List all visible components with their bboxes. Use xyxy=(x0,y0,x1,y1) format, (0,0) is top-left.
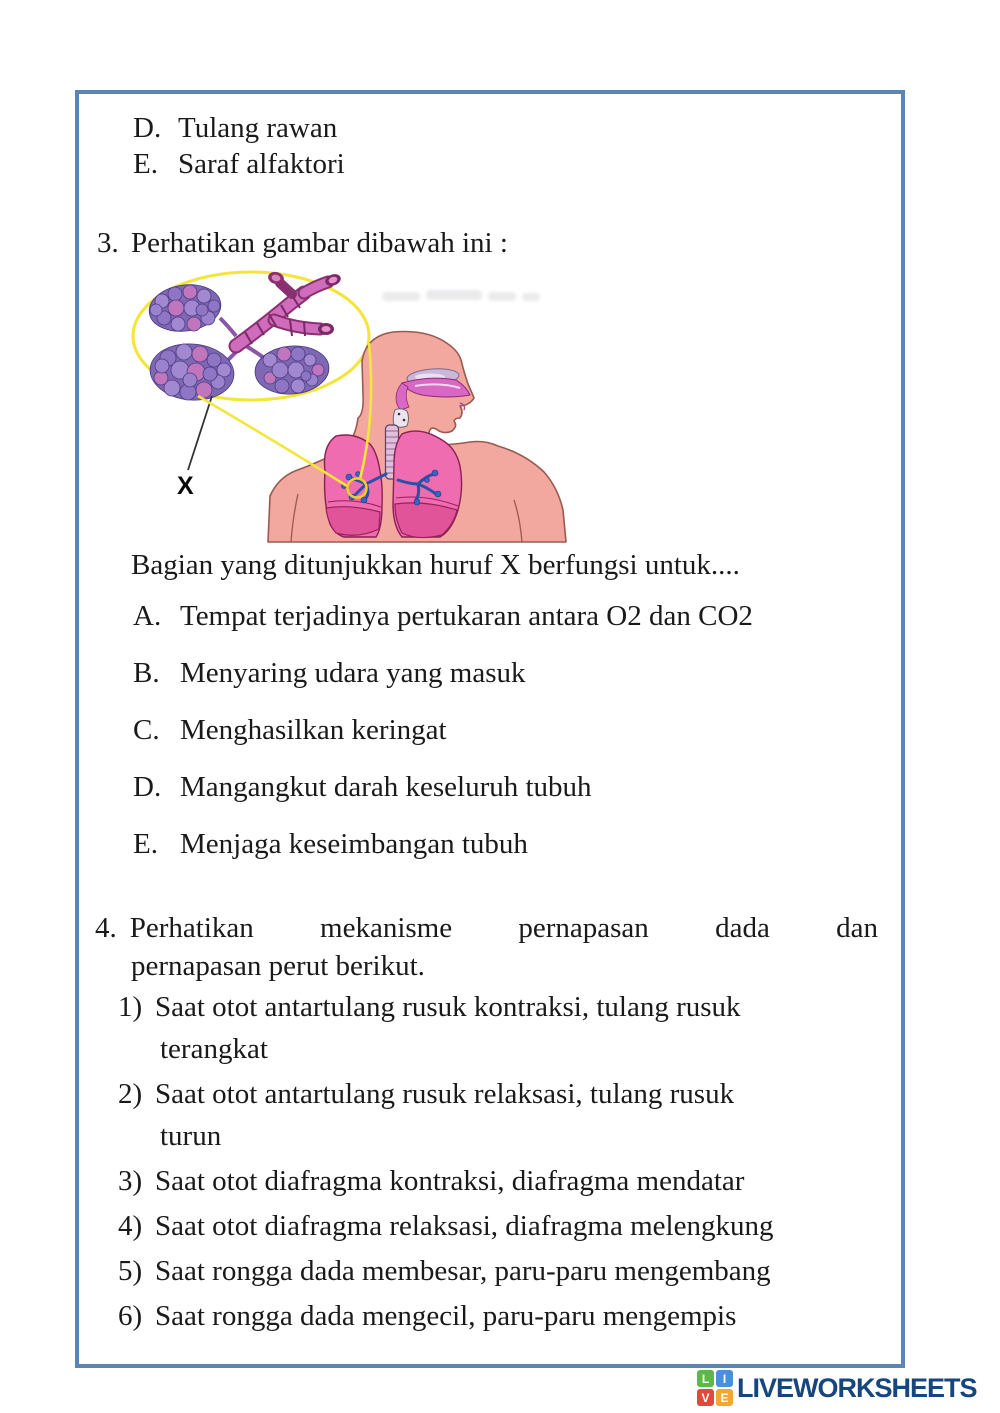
option-label: E. xyxy=(133,148,158,180)
statement-label: 3) xyxy=(118,1165,143,1197)
option-text: Tempat terjadinya pertukaran antara O2 dan CO2 xyxy=(180,600,753,632)
liveworksheets-logo[interactable] xyxy=(697,1370,977,1406)
option-row xyxy=(133,110,345,146)
statement-label: 2) xyxy=(118,1078,143,1110)
option-text: Menjaga keseimbangan tubuh xyxy=(180,828,528,860)
logo-square-l: L xyxy=(697,1370,714,1387)
question4-statements xyxy=(118,986,888,1340)
q4-prompt-word: dan xyxy=(836,912,878,944)
q4-prompt-word: pernapasan xyxy=(518,912,649,944)
statement-label: 1) xyxy=(118,991,143,1023)
statement-text: Saat otot diafragma relaksasi, diafragma melengkung xyxy=(155,1210,774,1242)
option-row xyxy=(133,773,753,802)
statement-text-wrap: terangkat xyxy=(160,1033,268,1065)
option-label: A. xyxy=(133,600,162,632)
question-number: 3. xyxy=(97,227,119,259)
statement-text: Saat rongga dada membesar, paru-paru mengembang xyxy=(155,1255,771,1287)
statement-row xyxy=(118,1160,888,1202)
logo-square-v: V xyxy=(697,1389,714,1406)
option-label: E. xyxy=(133,828,158,860)
statement-label: 5) xyxy=(118,1255,143,1287)
question3-heading xyxy=(97,228,508,258)
watermark xyxy=(382,290,540,301)
x-callout xyxy=(177,396,212,500)
question4-heading xyxy=(95,914,878,981)
question-prompt: Perhatikan gambar dibawah ini : xyxy=(131,227,508,259)
question4-prompt-line1 xyxy=(95,914,878,943)
statement-row xyxy=(118,1295,888,1337)
logo-square-e: E xyxy=(716,1389,733,1406)
option-text: Menyaring udara yang masuk xyxy=(180,657,526,689)
q4-prompt-word: dada xyxy=(715,912,770,944)
option-label: D. xyxy=(133,112,162,144)
statement-row xyxy=(118,1205,888,1247)
question3-options xyxy=(133,602,753,887)
statement-text-wrap: turun xyxy=(160,1120,222,1152)
option-row xyxy=(133,830,753,859)
liveworksheets-wordmark: LIVEWORKSHEETS xyxy=(737,1372,977,1403)
option-text: Menghasilkan keringat xyxy=(180,714,447,746)
statement-row xyxy=(118,1073,888,1157)
option-row xyxy=(133,716,753,745)
q4-prompt-word: mekanisme xyxy=(320,912,453,944)
statement-text: Saat otot antartulang rusuk relaksasi, tulang rusuk xyxy=(155,1078,735,1110)
q4-prompt-word: Perhatikan xyxy=(129,912,254,944)
question4-prompt-line2: pernapasan perut berikut. xyxy=(131,950,425,982)
statement-text: Saat otot antartulang rusuk kontraksi, tulang rusuk xyxy=(155,991,741,1023)
statement-label: 4) xyxy=(118,1210,143,1242)
option-row xyxy=(133,602,753,631)
statement-text: Saat otot diafragma kontraksi, diafragma mendatar xyxy=(155,1165,745,1197)
respiratory-figure xyxy=(130,266,572,544)
question-number: 4. xyxy=(95,912,117,944)
option-label: B. xyxy=(133,657,160,689)
statement-row xyxy=(118,986,888,1070)
x-label: X xyxy=(177,472,194,500)
option-text: Tulang rawan xyxy=(178,112,338,144)
logo-square-i: I xyxy=(716,1370,733,1387)
option-text: Saraf alfaktori xyxy=(178,148,345,180)
question3-stem: Bagian yang ditunjukkan huruf X berfungsi untuk.... xyxy=(131,549,740,581)
statement-text: Saat rongga dada mengecil, paru-paru mengempis xyxy=(155,1300,737,1332)
statement-row xyxy=(118,1250,888,1292)
liveworksheets-icon xyxy=(697,1370,733,1406)
option-row xyxy=(133,146,345,182)
option-text: Mangangkut darah keseluruh tubuh xyxy=(180,771,592,803)
statement-label: 6) xyxy=(118,1300,143,1332)
carryover-options xyxy=(133,110,345,182)
option-row xyxy=(133,659,753,688)
option-label: D. xyxy=(133,771,162,803)
option-label: C. xyxy=(133,714,160,746)
